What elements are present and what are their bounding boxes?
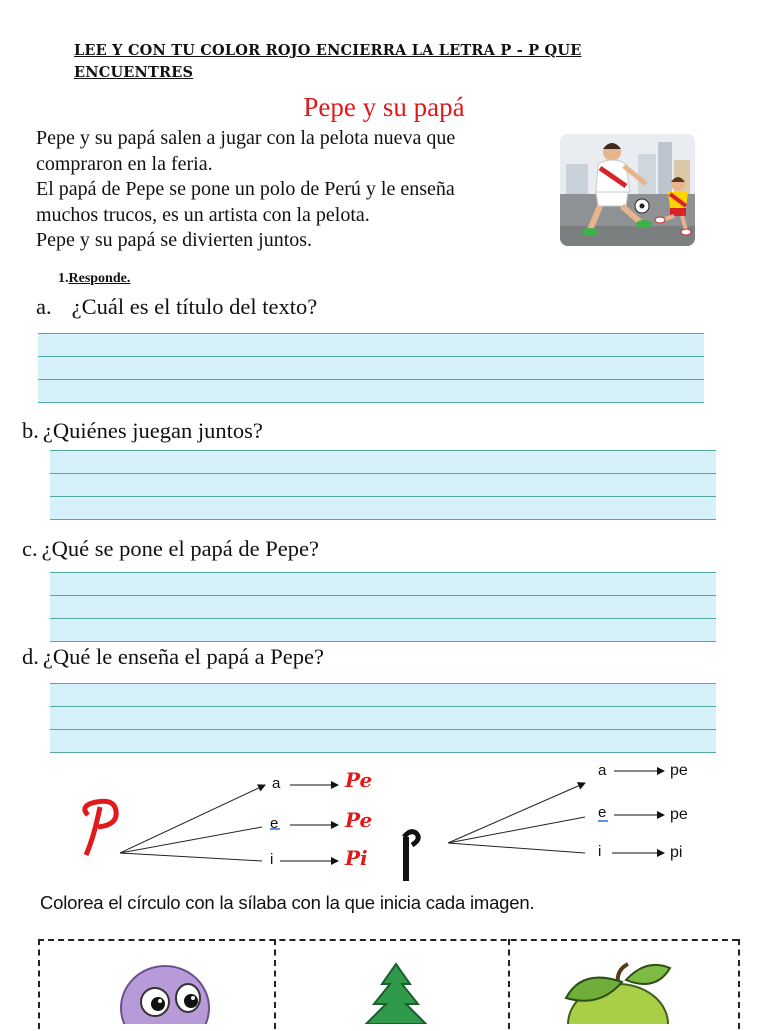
pine-tree-image xyxy=(356,960,436,1024)
instruction-line-2: ENCUENTRES xyxy=(74,64,194,81)
syllable-diagram xyxy=(0,755,768,885)
question-text: ¿Qué le enseña el papá a Pepe? xyxy=(42,644,324,669)
answer-lines-b[interactable] xyxy=(50,450,716,520)
box-divider xyxy=(738,939,740,1029)
octopus-image xyxy=(110,958,220,1024)
story-line: muchos trucos, es un artista con la pelota. xyxy=(36,203,370,226)
box-divider xyxy=(38,939,40,1029)
answer-lines-d[interactable] xyxy=(50,683,716,753)
question-d xyxy=(22,644,324,670)
story-title: Pepe y su papá xyxy=(303,92,465,122)
story-line: Pepe y su papá salen a jugar con la pelota nueva que xyxy=(36,127,456,149)
section-number: 1. xyxy=(58,271,69,286)
story-line: El papá de Pepe se pone un polo de Perú y le enseña xyxy=(36,178,455,200)
question-letter: a. xyxy=(36,294,52,319)
answer-lines-c[interactable] xyxy=(50,572,716,642)
pear-image xyxy=(556,960,676,1024)
question-b xyxy=(22,418,263,444)
cursive-uppercase-p xyxy=(85,801,116,855)
vowel-i-left: i xyxy=(270,851,274,868)
question-text: ¿Quiénes juegan juntos? xyxy=(42,418,263,443)
question-letter: d. xyxy=(22,644,39,669)
syllable-pi-print: pi xyxy=(670,844,683,861)
question-a xyxy=(36,294,317,320)
story-line: compraron en la feria. xyxy=(36,152,213,175)
syllable-pe-print: pe xyxy=(670,806,688,823)
syllable-pa-print: pe xyxy=(670,762,688,779)
coloring-instruction: Colorea el círculo con la sílaba con la que inicia cada imagen. xyxy=(40,892,535,913)
syllable-pe-cursive: Pe xyxy=(345,808,373,832)
story-line: Pepe y su papá se divierten juntos. xyxy=(36,229,313,251)
instruction-heading xyxy=(74,40,634,84)
box-divider xyxy=(508,939,510,1029)
syllable-pa-cursive: Pe xyxy=(345,768,373,792)
box-divider xyxy=(274,939,276,1029)
vowel-a-right: a xyxy=(598,762,607,779)
print-lowercase-p xyxy=(404,832,418,881)
vowel-i-right: i xyxy=(598,843,602,860)
question-c xyxy=(22,536,319,562)
question-letter: c. xyxy=(22,536,38,561)
section-heading-responde xyxy=(58,271,130,287)
answer-lines-a[interactable] xyxy=(38,333,704,403)
question-text: ¿Cuál es el título del texto? xyxy=(71,294,318,319)
vowel-e-right: e xyxy=(598,804,607,821)
vowel-a-left: a xyxy=(272,775,281,792)
story-text xyxy=(36,126,556,254)
question-text: ¿Qué se pone el papá de Pepe? xyxy=(41,536,319,561)
syllable-pi-cursive: Pi xyxy=(345,846,368,870)
instruction-line-1: LEE Y CON TU COLOR ROJO ENCIERRA LA LETRA P - P QUE xyxy=(74,42,582,59)
question-letter: b. xyxy=(22,418,39,443)
section-label: Responde. xyxy=(68,271,131,286)
soccer-illustration xyxy=(560,134,695,246)
vowel-e-left: e xyxy=(270,815,279,832)
